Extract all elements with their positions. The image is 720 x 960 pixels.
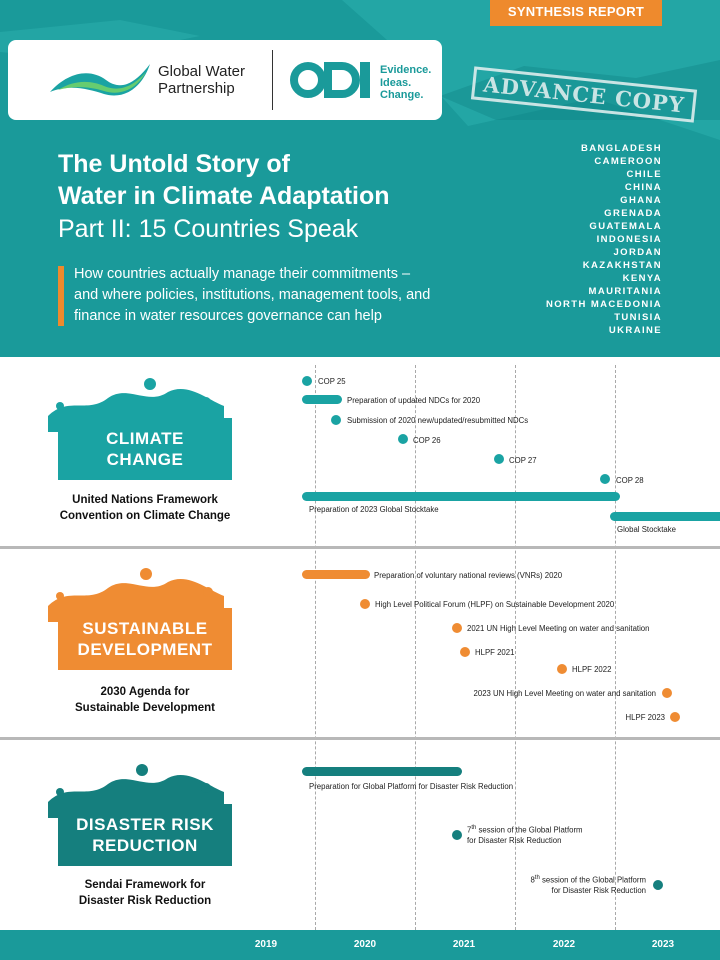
country-item: CAMEROON	[594, 156, 662, 167]
event-label: Preparation for Global Platform for Disaster Risk Reduction	[309, 782, 514, 791]
event-bar	[302, 570, 370, 579]
year-gridline	[415, 365, 416, 930]
event-dot	[670, 712, 680, 722]
framework-line: Sendai Framework for	[84, 879, 206, 891]
country-item: GRENADA	[604, 208, 662, 219]
logo-panel	[8, 40, 442, 120]
event-dot	[653, 880, 663, 890]
event-dot	[460, 647, 470, 657]
cover-header	[0, 0, 720, 357]
event-bar	[302, 395, 342, 404]
country-item: NORTH MACEDONIA	[546, 299, 662, 310]
section-divider	[0, 737, 720, 740]
event-label: 2021 UN High Level Meeting on water and sanitation	[467, 624, 650, 633]
framework-name	[0, 877, 290, 909]
country-item: INDONESIA	[596, 234, 662, 245]
framework-line: 2030 Agenda for	[100, 686, 190, 698]
year-label: 2022	[552, 939, 576, 950]
country-item: BANGLADESH	[580, 143, 662, 154]
event-label-part: for Disaster Risk Reduction	[467, 835, 562, 845]
framework-name	[0, 684, 290, 716]
country-item: UKRAINE	[608, 325, 662, 336]
event-label-part: 7	[467, 825, 472, 835]
year-gridline	[615, 365, 616, 930]
event-bar	[302, 492, 620, 501]
event-label: Global Stocktake	[617, 525, 676, 534]
odi-logo-icon	[290, 62, 376, 98]
event-bar	[302, 767, 462, 776]
description-line: and where policies, institutions, management tools, and	[74, 287, 431, 303]
year-label: 2023	[651, 939, 675, 950]
category-label: SUSTAINABLE	[82, 619, 208, 638]
category-label: CHANGE	[106, 450, 184, 469]
gwp-logo-text	[158, 63, 245, 97]
country-item: KAZAKHSTAN	[582, 260, 662, 271]
country-item: TUNISIA	[614, 312, 662, 323]
event-label-part: 8	[530, 875, 535, 885]
event-dot	[331, 415, 341, 425]
event-bar	[610, 512, 720, 521]
country-item: GHANA	[620, 195, 662, 206]
title-line: The Untold Story of	[58, 150, 290, 178]
event-dot	[302, 376, 312, 386]
framework-line: United Nations Framework	[72, 494, 218, 506]
category-box-climate	[58, 418, 232, 480]
event-label: Submission of 2020 new/updated/resubmitted NDCs	[347, 416, 529, 425]
country-item: MAURITANIA	[588, 286, 662, 297]
description-line: finance in water resources governance can help	[74, 308, 382, 324]
event-label: HLPF 2022	[572, 665, 612, 674]
category-box-disaster	[58, 804, 232, 866]
country-item: JORDAN	[613, 247, 662, 258]
category-box-sustainable	[58, 608, 232, 670]
framework-line: Convention on Climate Change	[59, 510, 231, 522]
report-description	[74, 264, 494, 327]
category-label: CLIMATE	[106, 429, 184, 448]
event-label: COP 26	[413, 436, 441, 445]
event-dot	[398, 434, 408, 444]
framework-line: Sustainable Development	[75, 702, 215, 714]
year-label: 2019	[254, 939, 278, 950]
event-label-part: session of the Global Platform	[476, 825, 583, 835]
year-axis	[0, 930, 720, 960]
odi-tagline-line: Evidence.	[380, 64, 432, 76]
accent-bar	[58, 266, 64, 326]
event-label	[467, 823, 583, 846]
event-label-sup: th	[534, 875, 540, 881]
gwp-logo-line: Global Water	[158, 63, 245, 80]
year-gridline	[315, 365, 316, 930]
gwp-logo-line: Partnership	[158, 80, 235, 97]
framework-name	[0, 492, 290, 524]
country-item: KENYA	[622, 273, 662, 284]
framework-line: Disaster Risk Reduction	[78, 895, 212, 907]
event-dot	[360, 599, 370, 609]
event-label: Preparation of voluntary national reviews (VNRs) 2020	[374, 571, 563, 580]
event-dot	[662, 688, 672, 698]
event-label: COP 27	[509, 456, 537, 465]
country-item: CHINA	[624, 182, 662, 193]
year-label: 2020	[353, 939, 377, 950]
odi-tagline-line: Change.	[380, 89, 424, 101]
event-dot	[600, 474, 610, 484]
advance-copy-stamp: ADVANCE COPY	[471, 66, 697, 122]
event-label: Preparation of 2023 Global Stocktake	[309, 505, 439, 514]
report-type-badge: SYNTHESIS REPORT	[490, 0, 662, 26]
description-line: How countries actually manage their commitments –	[74, 266, 411, 282]
logo-divider	[272, 50, 273, 110]
section-divider	[0, 546, 720, 549]
event-label: HLPF 2023	[625, 713, 665, 722]
event-label: 2023 UN High Level Meeting on water and sanitation	[473, 689, 656, 698]
event-label	[530, 873, 646, 896]
event-dot	[494, 454, 504, 464]
odi-tagline-line: Ideas.	[380, 76, 412, 89]
country-item: GUATEMALA	[589, 221, 662, 232]
country-item: CHILE	[626, 169, 662, 180]
gwp-logo-icon	[48, 58, 152, 102]
report-title	[58, 148, 390, 212]
category-label: DEVELOPMENT	[77, 640, 213, 659]
country-list	[546, 142, 662, 337]
event-dot	[557, 664, 567, 674]
category-label: DISASTER RISK	[76, 815, 214, 834]
event-label-part: session of the Global Platform	[539, 875, 646, 885]
event-label-part: for Disaster Risk Reduction	[551, 885, 646, 895]
event-dot	[452, 623, 462, 633]
event-label: Preparation of updated NDCs for 2020	[347, 396, 481, 405]
event-label: HLPF 2021	[475, 648, 515, 657]
event-dot	[452, 830, 462, 840]
odi-tagline	[380, 64, 431, 102]
event-label: High Level Political Forum (HLPF) on Sustainable Development 2020	[375, 600, 615, 609]
event-label: COP 25	[318, 377, 346, 386]
title-line: Water in Climate Adaptation	[58, 182, 390, 210]
event-label-sup: th	[471, 825, 477, 831]
year-label: 2021	[452, 939, 476, 950]
event-label: COP 28	[616, 476, 644, 485]
report-subtitle: Part II: 15 Countries Speak	[58, 215, 359, 243]
category-label: REDUCTION	[92, 836, 198, 855]
